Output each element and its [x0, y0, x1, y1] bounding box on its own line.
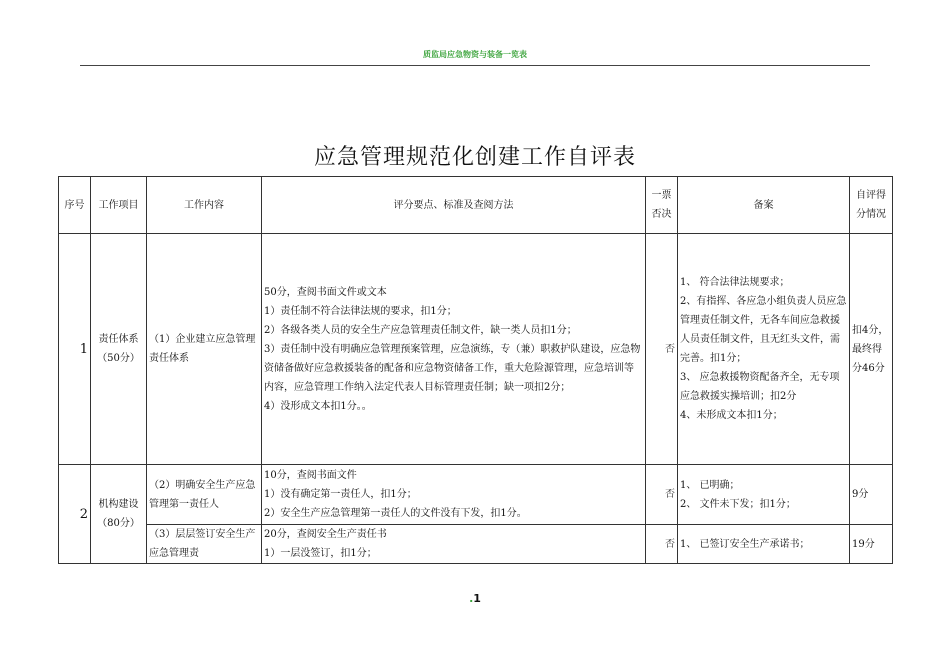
col-header-veto: 一票否决: [646, 177, 678, 234]
note-line: 2、 文件未下发；扣1分；: [680, 498, 796, 510]
col-header-note: 备案: [678, 177, 850, 234]
page-number-value: 1: [473, 592, 481, 605]
note-line: 1、 符合法律法规要求；: [680, 277, 790, 288]
note-line: 3、 应急救援物资配备齐全，无专项应急救援实操培训；扣2分: [680, 372, 840, 402]
criteria-line: 1）责任制不符合法律法规的要求，扣1分；: [264, 305, 457, 317]
row-content: （1）企业建立应急管理责任体系: [147, 234, 262, 465]
col-header-self-score: 自评得分情况: [850, 177, 893, 234]
row-criteria: [262, 465, 646, 525]
criteria-line: 3）责任制中没有明确应急管理预案管理，应急演练，专（兼）职救护队建设，应急物资储备做好应急救援装备的配备和应急物资储备工作，重大危险源管理，应急培训等内容，应急管理工作纳入法定代表人目标管理责任制；缺一项扣2分；: [264, 343, 641, 393]
row-criteria: [262, 234, 646, 465]
self-evaluation-table: [58, 176, 893, 564]
row-project: 机构建设（80分）: [91, 465, 147, 564]
running-header: 质监局应急物资与装备一览表: [423, 50, 527, 59]
col-header-content: 工作内容: [147, 177, 262, 234]
row-self-score: 9分: [850, 465, 893, 525]
note-line: 2、有指挥、各应急小组负责人员应急管理责任制文件，无各车间应急救援人员责任制文件，且无红头文件，需完善。扣1分；: [680, 296, 847, 364]
row-content: （2）明确安全生产应急管理第一责任人: [147, 465, 262, 525]
col-header-seq: 序号: [59, 177, 91, 234]
criteria-line: 2）安全生产应急管理第一责任人的文件没有下发，扣1分。: [264, 508, 527, 519]
col-header-criteria: 评分要点、标准及查阅方法: [262, 177, 646, 234]
criteria-line: 20分，查阅安全生产责任书: [264, 529, 387, 540]
criteria-line: 50分，查阅书面文件或文本: [264, 286, 387, 298]
page-title: 应急管理规范化创建工作自评表: [313, 145, 636, 170]
table-header-row: [59, 177, 893, 234]
row-content: （3）层层签订安全生产应急管理责: [147, 525, 262, 564]
row-veto: 否: [646, 234, 678, 465]
table-row: [59, 465, 893, 525]
table-row: [59, 234, 893, 465]
row-criteria: [262, 525, 646, 564]
row-note: [678, 465, 850, 525]
note-line: 1、 已签订安全生产承诺书；: [680, 538, 810, 550]
row-note: [678, 234, 850, 465]
row-veto: 否: [646, 525, 678, 564]
note-line: 4、未形成文本扣1分；: [680, 410, 783, 421]
criteria-line: 1）没有确定第一责任人，扣1分；: [264, 489, 417, 500]
note-line: 1、 已明确；: [680, 479, 740, 491]
page-number: .1: [469, 592, 481, 605]
row-veto: 否: [646, 465, 678, 525]
header-divider: [80, 65, 870, 66]
criteria-line: 4）没形成文本扣1分。。: [264, 400, 372, 412]
row-note: [678, 525, 850, 564]
row-self-score: 19分: [850, 525, 893, 564]
row-seq: 1: [59, 234, 91, 465]
row-seq: 2: [59, 465, 91, 564]
table-row: [59, 525, 893, 564]
col-header-project: 工作项目: [91, 177, 147, 234]
criteria-line: 10分，查阅书面文件: [264, 470, 357, 481]
row-project: 责任体系（50分）: [91, 234, 147, 465]
row-self-score: 扣4分，最终得分46分: [850, 234, 893, 465]
criteria-line: 2）各级各类人员的安全生产应急管理责任制文件，缺一类人员扣1分；: [264, 324, 577, 336]
criteria-line: 1）一层没签订，扣1分；: [264, 548, 377, 559]
